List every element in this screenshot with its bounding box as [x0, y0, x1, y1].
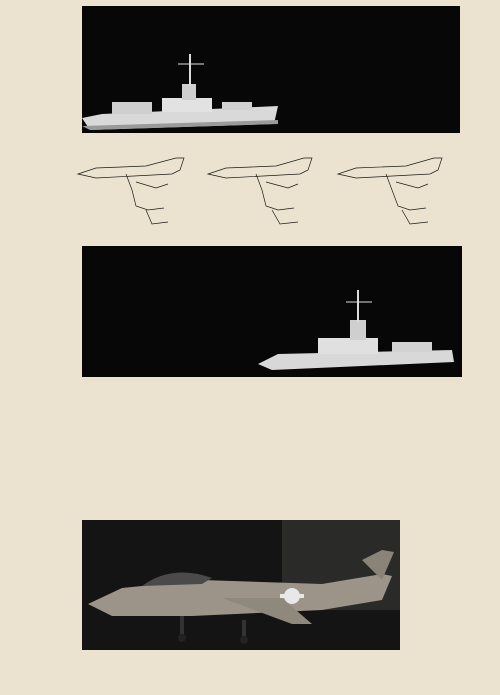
frigate-ship — [258, 290, 454, 370]
top-photo-transition — [82, 6, 460, 133]
landing-sequence-graphic — [82, 246, 462, 377]
bottom-photo-model-aircraft — [82, 520, 400, 650]
control-surfaces-diagram — [76, 148, 476, 233]
diagram-drawing — [76, 148, 476, 233]
model-aircraft-graphic — [82, 520, 400, 650]
middle-photo-landing — [82, 246, 462, 377]
frigate-ship — [82, 54, 278, 130]
transition-sequence-graphic — [82, 6, 460, 133]
